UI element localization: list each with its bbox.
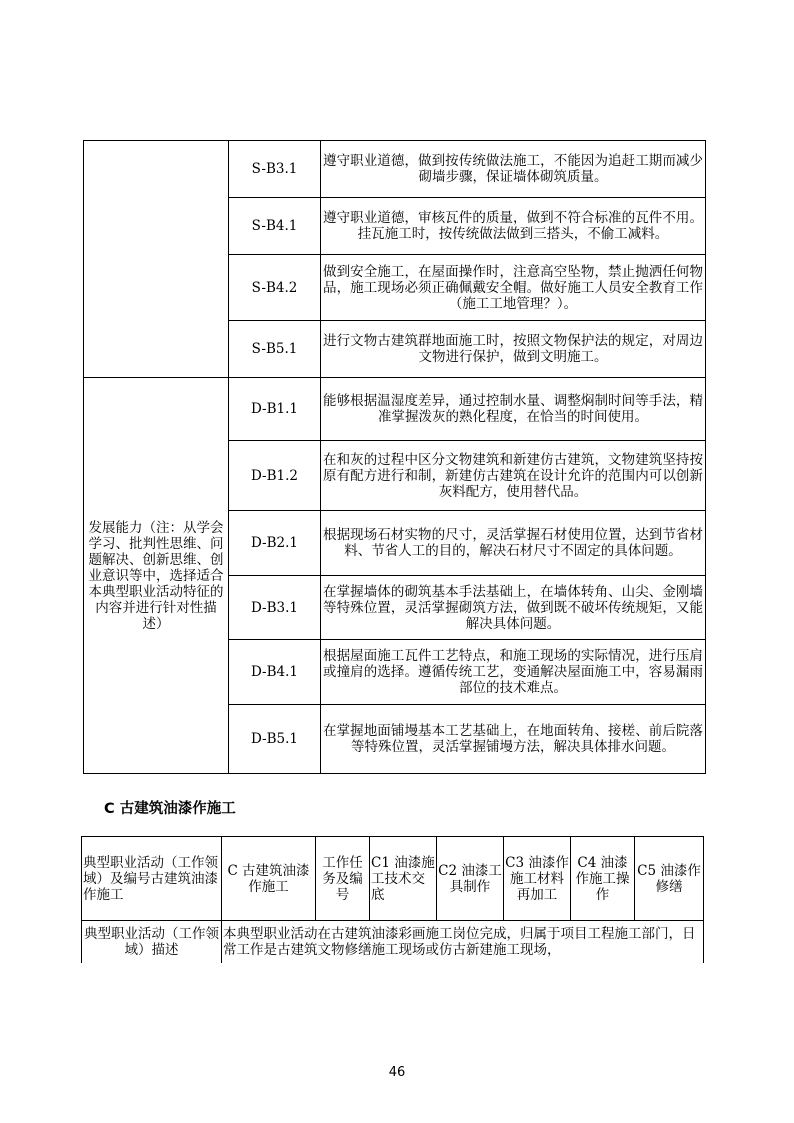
code-cell: D-B5.1 [229,705,321,774]
section-heading: C 古建筑油漆作施工 [104,801,236,817]
code-cell: S-B5.1 [229,321,321,378]
header-activity-label: 典型职业活动（工作领域）及编号古建筑油漆作施工 [82,837,222,921]
code-cell: S-B4.1 [229,198,321,255]
code-cell: D-B3.1 [229,576,321,640]
header-task-label: 工作任务及编号 [316,837,370,921]
description-cell: 根据现场石材实物的尺寸，灵活掌握石材使用位置，达到节省材料、节省人工的目的，解决石材尺寸不固定的具体问题。 [321,511,706,576]
activity-table [81,836,704,963]
code-cell: D-B4.1 [229,640,321,705]
description-cell: 在掌握地面铺墁基本工艺基础上，在地面转角、接槎、前后院落等特殊位置，灵活掌握铺墁方法，解决具体排水问题。 [321,705,706,774]
description-cell: 遵守职业道德，审核瓦件的质量，做到不符合标准的瓦件不用。挂瓦施工时，按传统做法做到三搭头，不偷工减料。 [321,198,706,255]
description-label: 典型职业活动（工作领域）描述 [82,921,222,963]
description-cell: 在掌握墙体的砌筑基本手法基础上，在墙体转角、山尖、金刚墙等特殊位置，灵活掌握砌筑方法，做到既不破坏传统规矩，又能解决具体问题。 [321,576,706,640]
description-cell: 做到安全施工，在屋面操作时，注意高空坠物，禁止抛洒任何物品，施工现场必须正确佩戴安全帽。做好施工人员安全教育工作（施工工地管理？）。 [321,255,706,321]
description-cell: 进行文物古建筑群地面施工时，按照文物保护法的规定，对周边文物进行保护，做到文明施工。 [321,321,706,378]
header-activity-name: C 古建筑油漆作施工 [222,837,316,921]
code-cell: S-B4.2 [229,255,321,321]
code-cell: D-B2.1 [229,511,321,576]
code-cell: S-B3.1 [229,141,321,198]
description-cell: 根据屋面施工瓦件工艺特点，和施工现场的实际情况，进行压肩或撞肩的选择。遵循传统工艺，变通解决屋面施工中，容易漏雨部位的技术难点。 [321,640,706,705]
description-cell: 遵守职业道德，做到按传统做法施工，不能因为追赶工期而减少砌墙步骤，保证墙体砌筑质量。 [321,141,706,198]
description-cell: 能够根据温湿度差异，通过控制水量、调整焖制时间等手法，精准掌握泼灰的熟化程度，在恰当的时间使用。 [321,378,706,441]
code-cell: D-B1.2 [229,441,321,511]
page-number: 46 [388,1065,406,1080]
header-task-c2: C2 油漆工具制作 [437,837,504,921]
header-task-c3: C3 油漆作施工材料再加工 [504,837,571,921]
category-cell-professional [84,141,229,378]
header-task-c1: C1 油漆施工技术交底 [370,837,437,921]
competency-table [83,140,706,774]
code-cell: D-B1.1 [229,378,321,441]
category-cell-development: 发展能力（注：从学会学习、批判性思维、问题解决、创新思维、创业意识等中，选择适合本典型职业活动特征的内容并进行针对性描述） [84,378,229,774]
header-task-c5: C5 油漆作修缮 [635,837,704,921]
description-text: 本典型职业活动在古建筑油漆彩画施工岗位完成，归属于项目工程施工部门，日常工作是古建筑文物修缮施工现场或仿古新建施工现场， [222,921,704,963]
header-task-c4: C4 油漆作施工操作 [571,837,635,921]
description-cell: 在和灰的过程中区分文物建筑和新建仿古建筑，文物建筑坚持按原有配方进行和制，新建仿古建筑在设计允许的范围内可以创新灰料配方，使用替代品。 [321,441,706,511]
